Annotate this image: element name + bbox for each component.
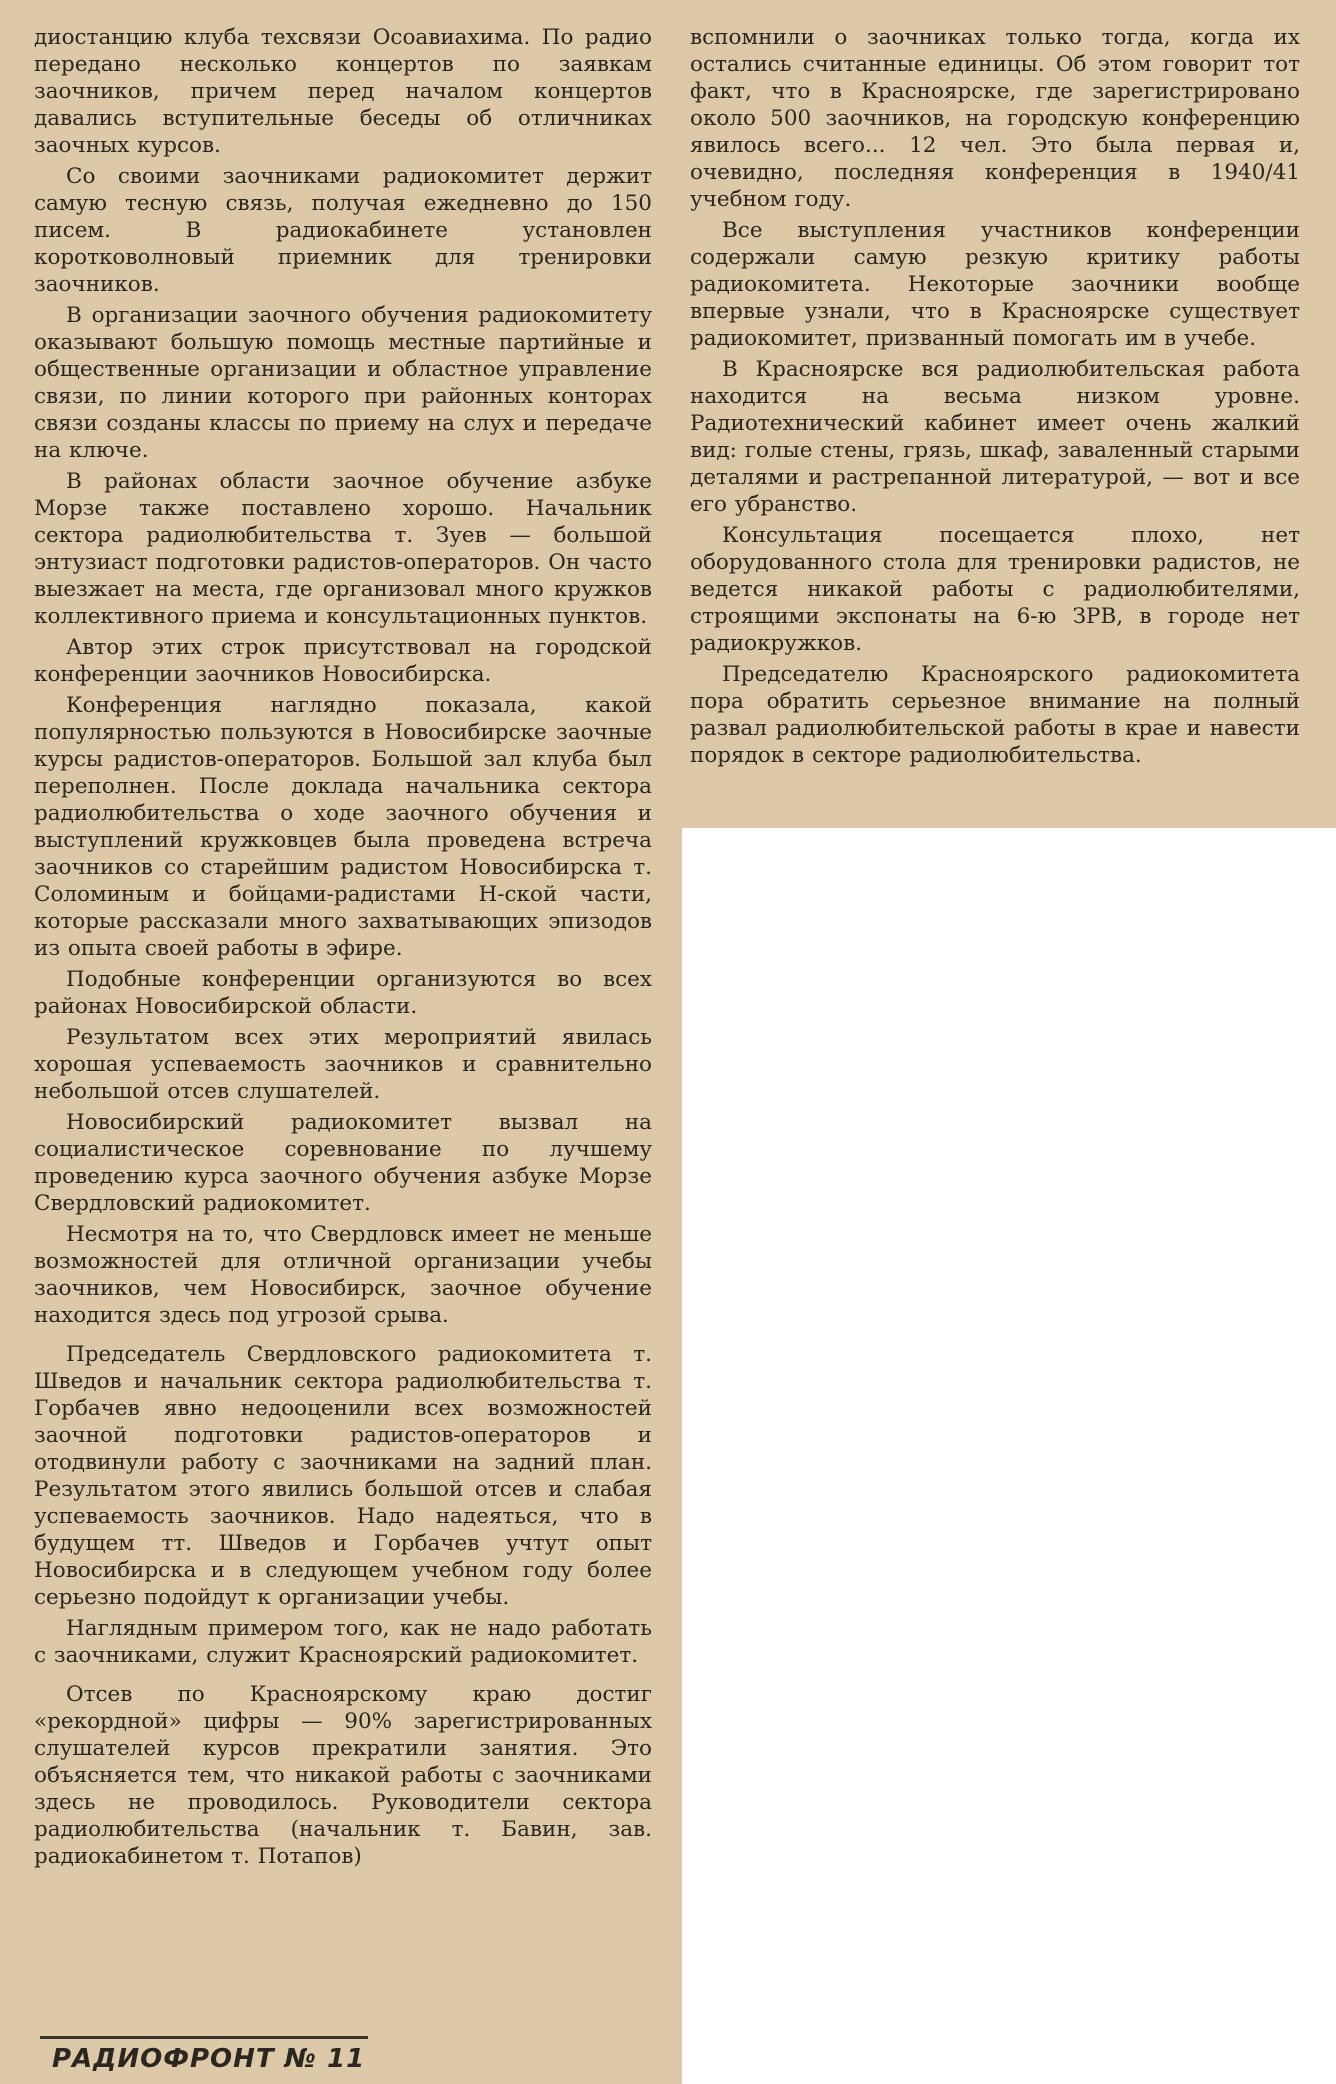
paragraph: Автор этих строк присутствовал на городской конференции заочников Новосибирска. (34, 635, 652, 687)
paragraph: В районах области заочное обучение азбуке Морзе также поставлено хорошо. Начальник сектора радиолюбительства т. Зуев — большой энтузиаст подготовки радистов-операторов. Он часто выезжает на места, где организовал много кружков коллективного приема и консультационных пунктов. (34, 469, 652, 629)
paragraph: диостанцию клуба техсвязи Осоавиахима. По радио передано несколько концертов по заявкам заочников, причем перед началом концертов давались вступительные беседы об отличниках заочных курсов. (34, 25, 652, 158)
paragraph: Председатель Свердловского радиокомитета т. Шведов и начальник сектора радиолюбительства т. Горбачев явно недооценили всех возможностей заочной подготовки радистов-операторов и отодвинули работу с заочниками на задний план. Результатом этого явились большой отсев и слабая успеваемость заочников. Надо надеяться, что в будущем тт. Шведов и Горбачев учтут опыт Новосибирска и в следующем учебном году более серьезно подойдут к организации учебы. (34, 1342, 652, 1610)
paragraph: Со своими заочниками радиокомитет держит самую тесную связь, получая ежедневно до 150 писем. В радиокабинете установлен коротковолновый приемник для тренировки заочников. (34, 164, 652, 297)
left-text-column (34, 24, 652, 1874)
paragraph: В организации заочного обучения радиокомитету оказывают большую помощь местные партийные и общественные организации и областное управление связи, по линии которого при районных конторах связи созданы классы по приему на слух и передаче на ключе. (34, 303, 652, 463)
paragraph: В Красноярске вся радиолюбительская работа находится на весьма низком уровне. Радиотехнический кабинет имеет очень жалкий вид: голые стены, грязь, шкаф, заваленный старыми деталями и растрепанной литературой, — вот и все его убранство. (690, 357, 1300, 517)
paragraph: Отсев по Красноярскому краю достиг «рекордной» цифры — 90% зарегистрированных слушателей курсов прекратили занятия. Это объясняется тем, что никакой работы с заочниками здесь не проводилось. Руководители сектора радиолюбительства (начальник т. Бавин, зав. радиокабинетом т. Потапов) (34, 1682, 652, 1869)
magazine-footer: РАДИОФРОНТ № 11 (52, 2044, 366, 2074)
paragraph: Новосибирский радиокомитет вызвал на социалистическое соревнование по лучшему проведению курса заочного обучения азбуке Морзе Свердловский радиокомитет. (34, 1110, 652, 1216)
paragraph: Наглядным примером того, как не надо работать с заочниками, служит Красноярский радиокомитет. (34, 1616, 652, 1668)
footer-divider (40, 2036, 368, 2039)
paragraph: Подобные конференции организуются во всех районах Новосибирской области. (34, 967, 652, 1019)
paragraph: Несмотря на то, что Свердловск имеет не меньше возможностей для отличной организации учебы заочников, чем Новосибирск, заочное обучение находится здесь под угрозой срыва. (34, 1222, 652, 1328)
right-text-column (690, 24, 1300, 773)
paragraph: Конференция наглядно показала, какой популярностью пользуются в Новосибирске заочные курсы радистов-операторов. Большой зал клуба был переполнен. После доклада начальника сектора радиолюбительства о ходе заочного обучения и выступлений кружковцев была проведена встреча заочников со старейшим радистом Новосибирска т. Соломиным и бойцами-радистами Н-ской части, которые рассказали много захватывающих эпизодов из опыта своей работы в эфире. (34, 693, 652, 961)
paragraph: вспомнили о заочниках только тогда, когда их остались считанные единицы. Об этом говорит тот факт, что в Красноярске, где зарегистрировано около 500 заочников, на городскую конференцию явилось всего... 12 чел. Это была первая и, очевидно, последняя конференция в 1940/41 учебном году. (690, 25, 1300, 212)
paragraph: Все выступления участников конференции содержали самую резкую критику работы радиокомитета. Некоторые заочники вообще впервые узнали, что в Красноярске существует радиокомитет, призванный помогать им в учебе. (690, 218, 1300, 351)
paragraph: Председателю Красноярского радиокомитета пора обратить серьезное внимание на полный развал радиолюбительской работы в крае и навести порядок в секторе радиолюбительства. (690, 662, 1300, 768)
paragraph: Результатом всех этих мероприятий явилась хорошая успеваемость заочников и сравнительно небольшой отсев слушателей. (34, 1025, 652, 1104)
paragraph: Консультация посещается плохо, нет оборудованного стола для тренировки радистов, не ведется никакой работы с радиолюбителями, строящими экспонаты на 6-ю ЗРВ, в городе нет радиокружков. (690, 523, 1300, 656)
